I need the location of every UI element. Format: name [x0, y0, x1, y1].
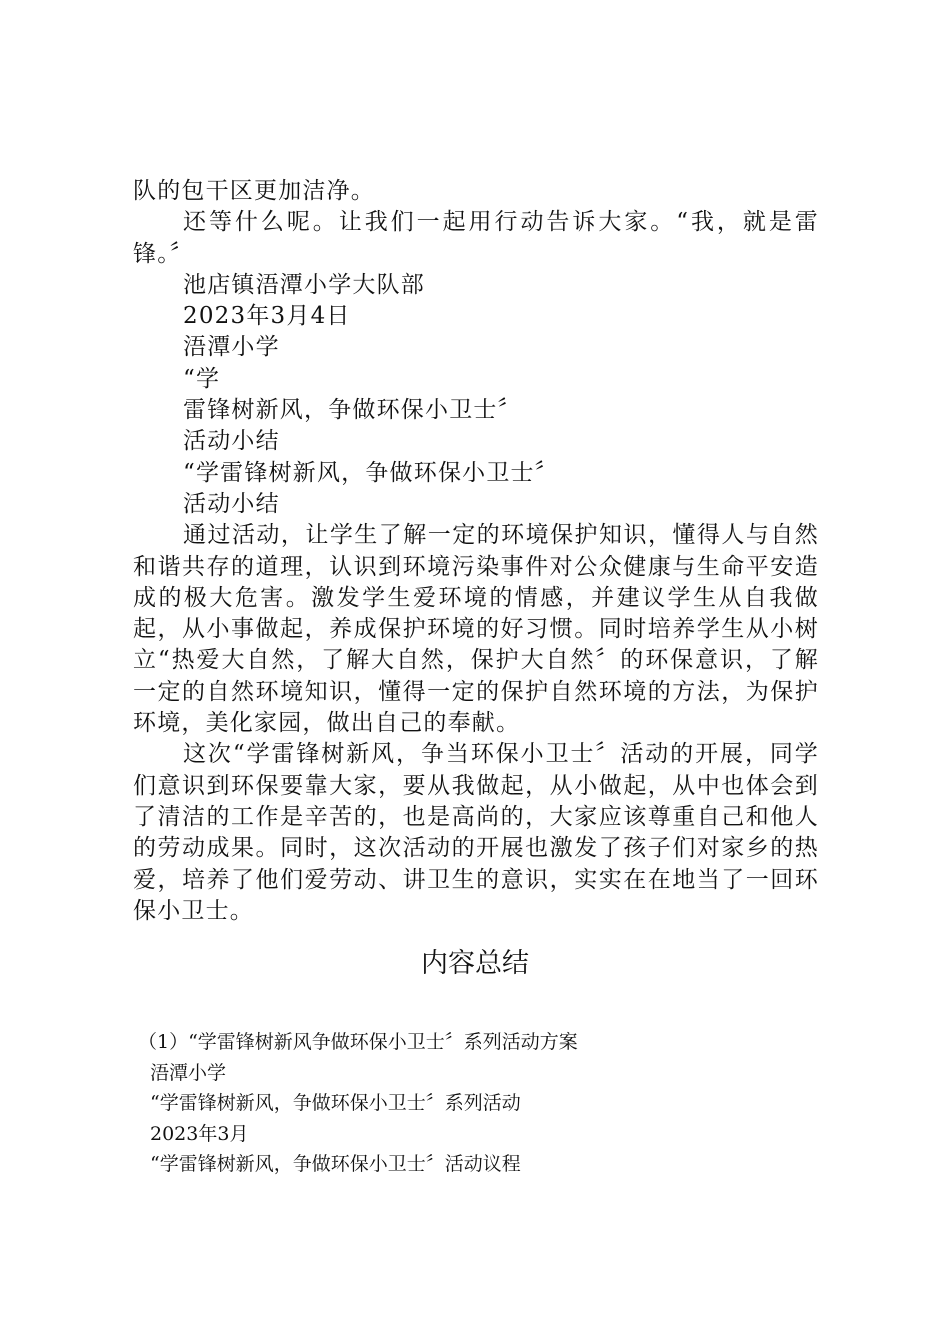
section-subtitle: 活动小结	[183, 428, 280, 455]
activity-title: “学雷锋树新风，争做环保小卫士〞	[183, 459, 559, 486]
summary-date: 2023年3月	[150, 1122, 249, 1145]
organization-signature: 池店镇浯潭小学大队部	[183, 271, 425, 298]
content-summary-list	[138, 1027, 838, 1180]
section-subtitle-repeat: 活动小结	[183, 490, 280, 517]
title-rest: 雷锋树新风，争做环保小卫士〞	[183, 397, 522, 424]
content-summary-heading: 内容总结	[421, 948, 529, 979]
summary-paragraph-1: 通过活动，让学生了解一定的环境保护知识，懂得人与自然和谐共存的道理，认识到环境污染事件对公众健康与生命平安造成的极大危害。激发学生爱环境的情感，并建议学生从自我做起，从小事做起，养成保护环境的好习惯。同时培养学生从小树立“热爱大自然，了解大自然，保护大自然〞的环保意识，了解一定的自然环境知识，懂得一定的保护自然环境的方法，为保护环境，美化家园，做出自己的奉献。	[133, 522, 819, 737]
document-body	[133, 176, 819, 927]
call-to-action-paragraph: 还等什么呢。让我们一起用行动告诉大家。“我，就是雷锋。〞	[133, 209, 819, 267]
summary-agenda-title: “学雷锋树新风，争做环保小卫士〞活动议程	[150, 1153, 521, 1175]
summary-item: （1）“学雷锋树新风争做环保小卫士〞系列活动方案	[138, 1031, 578, 1053]
paragraph-continuation: 队的包干区更加洁净。	[133, 178, 375, 204]
summary-series-title: “学雷锋树新风，争做环保小卫士〞系列活动	[150, 1092, 521, 1114]
school-name: 浯潭小学	[183, 334, 280, 361]
summary-school: 浯潭小学	[150, 1061, 227, 1084]
signature-date: 2023年3月4日	[183, 303, 351, 330]
summary-paragraph-2: 这次“学雷锋树新风，争当环保小卫士〞活动的开展，同学们意识到环保要靠大家，要从我做起，从小做起，从中也体会到了清洁的工作是辛苦的，也是高尚的，大家应该尊重自己和他人的劳动成果。同时，这次活动的开展也激发了孩子们对家乡的热爱，培养了他们爱劳动、讲卫生的意识，实实在在地当了一回环保小卫士。	[133, 741, 819, 924]
title-quote-open: “学	[183, 365, 221, 392]
